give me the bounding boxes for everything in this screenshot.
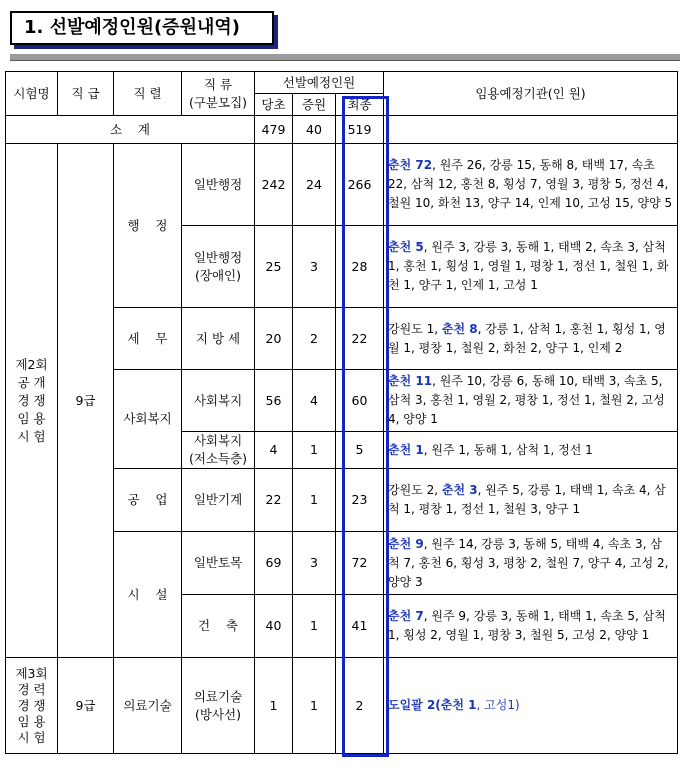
institution-prefix: 강원도 1,	[388, 321, 442, 336]
institution-highlight: 도일괄 2(춘천 1	[388, 698, 477, 712]
institution-highlight: 춘천 8	[441, 321, 478, 336]
institutions-cell	[384, 308, 678, 370]
institutions-cell	[384, 432, 678, 469]
institution-highlight: 춘천 7	[388, 609, 424, 623]
initial-cell: 25	[255, 226, 293, 308]
institution-highlight: 춘천 5	[388, 240, 424, 254]
subtotal-final: 519	[336, 116, 384, 144]
title-divider	[10, 54, 680, 61]
increase-cell: 3	[293, 226, 336, 308]
exam3-grade: 9급	[58, 658, 114, 754]
final-cell: 23	[336, 469, 384, 532]
subtotal-label: 소 계	[6, 116, 255, 144]
table-row	[6, 144, 678, 226]
initial-cell: 242	[255, 144, 293, 226]
initial-cell: 40	[255, 595, 293, 658]
institutions-cell	[384, 370, 678, 432]
subtotal-row	[6, 116, 678, 144]
subtotal-initial: 479	[255, 116, 293, 144]
institution-list: , 강릉 1, 삼척 1, 홍천 1, 횡성 1, 영월 1, 평창 1, 철원 2, 화천 2, 양구 1, 인제 2	[388, 321, 666, 355]
institution-highlight: 춘천 1	[388, 442, 424, 457]
institution-highlight: 춘천 11	[388, 374, 433, 388]
header-final: 최종	[336, 94, 384, 116]
final-cell: 60	[336, 370, 384, 432]
institution-list: , 고성1)	[476, 698, 520, 712]
header-institutions: 임용예정기관(인 원)	[384, 72, 678, 116]
institution-list: , 원주 3, 강릉 3, 동해 1, 태백 2, 속초 3, 삼척 1, 홍천 1, 횡성 1, 영월 1, 평창 1, 정선 1, 철원 1, 화천 1, 양구 1, 인제 1, 고성 1	[388, 240, 669, 292]
institution-list: , 원주 26, 강릉 15, 동해 8, 태백 17, 속초 22, 삼척 12, 홍천 8, 횡성 7, 영월 3, 평창 5, 정선 4, 철원 10, 화천 13, 양구 14, 인제 10, 고성 15, 양양 5	[388, 158, 673, 210]
header-grade: 직 급	[58, 72, 114, 116]
institution-list: , 원주 1, 동해 1, 삼척 1, 정선 1	[423, 442, 593, 457]
institution-prefix: 강원도 2,	[388, 483, 442, 497]
initial-cell: 4	[255, 432, 293, 469]
category-cell: 일반행정 (장애인)	[182, 226, 255, 308]
institution-highlight: 춘천 9	[388, 536, 424, 551]
initial-cell: 20	[255, 308, 293, 370]
initial-cell: 69	[255, 532, 293, 595]
final-cell: 72	[336, 532, 384, 595]
initial-cell: 22	[255, 469, 293, 532]
series-cell: 의료기술	[114, 658, 182, 754]
institutions-cell	[384, 226, 678, 308]
institution-list: , 원주 5, 강릉 1, 태백 1, 속초 4, 삼척 1, 평창 1, 정선 1, 철원 3, 양구 1	[388, 483, 666, 516]
final-cell: 2	[336, 658, 384, 754]
final-cell: 22	[336, 308, 384, 370]
subtotal-increase: 40	[293, 116, 336, 144]
header-planned: 선발예정인원	[255, 72, 384, 94]
category-cell: 건 축	[182, 595, 255, 658]
series-cell: 사회복지	[114, 370, 182, 469]
institution-list: , 원주 14, 강릉 3, 동해 5, 태백 4, 속초 3, 삼척 7, 홍천 6, 횡성 3, 평창 2, 철원 7, 양구 4, 고성 2, 양양 3	[388, 536, 669, 589]
institution-highlight: 춘천 3	[441, 483, 478, 497]
final-cell: 41	[336, 595, 384, 658]
series-cell: 세 무	[114, 308, 182, 370]
category-cell: 지 방 세	[182, 308, 255, 370]
increase-cell: 2	[293, 308, 336, 370]
exam3-name: 제3회 경 력 경 쟁 임 용 시 험	[6, 658, 58, 754]
subtotal-institutions	[384, 116, 678, 144]
recruitment-table	[5, 71, 678, 754]
page-title: 1. 선발예정인원(증원내역)	[10, 11, 274, 45]
final-cell: 28	[336, 226, 384, 308]
category-cell: 사회복지	[182, 370, 255, 432]
category-cell: 의료기술 (방사선)	[182, 658, 255, 754]
header-initial: 당초	[255, 94, 293, 116]
increase-cell: 4	[293, 370, 336, 432]
initial-cell: 1	[255, 658, 293, 754]
final-cell: 266	[336, 144, 384, 226]
final-cell: 5	[336, 432, 384, 469]
exam2-name: 제2회 공 개 경 쟁 임 용 시 험	[6, 144, 58, 658]
header-increase: 증원	[293, 94, 336, 116]
initial-cell: 56	[255, 370, 293, 432]
table-row	[6, 658, 678, 754]
institution-highlight: 춘천 72	[388, 158, 433, 172]
institutions-cell	[384, 469, 678, 532]
increase-cell: 1	[293, 595, 336, 658]
exam2-grade: 9급	[58, 144, 114, 658]
series-cell: 시 설	[114, 532, 182, 658]
category-cell: 일반행정	[182, 144, 255, 226]
increase-cell: 1	[293, 658, 336, 754]
institutions-cell	[384, 532, 678, 595]
increase-cell: 24	[293, 144, 336, 226]
institutions-cell	[384, 595, 678, 658]
series-cell: 행 정	[114, 144, 182, 308]
header-category: 직 류 (구분모집)	[182, 72, 255, 116]
series-cell: 공 업	[114, 469, 182, 532]
institutions-cell	[384, 144, 678, 226]
institution-list: , 원주 10, 강릉 6, 동해 10, 태백 3, 속초 5, 삼척 3, 홍천 1, 영월 2, 평창 1, 정선 1, 철원 2, 고성 4, 양양 1	[388, 374, 665, 426]
increase-cell: 3	[293, 532, 336, 595]
category-cell: 사회복지 (저소득층)	[182, 432, 255, 469]
header-series: 직 렬	[114, 72, 182, 116]
institutions-cell	[384, 658, 678, 754]
institution-list: , 원주 9, 강릉 3, 동해 1, 태백 1, 속초 5, 삼척 1, 횡성 2, 영월 1, 평창 3, 철원 5, 고성 2, 양양 1	[388, 609, 666, 642]
header-exam: 시험명	[6, 72, 58, 116]
increase-cell: 1	[293, 469, 336, 532]
increase-cell: 1	[293, 432, 336, 469]
category-cell: 일반기계	[182, 469, 255, 532]
category-cell: 일반토목	[182, 532, 255, 595]
